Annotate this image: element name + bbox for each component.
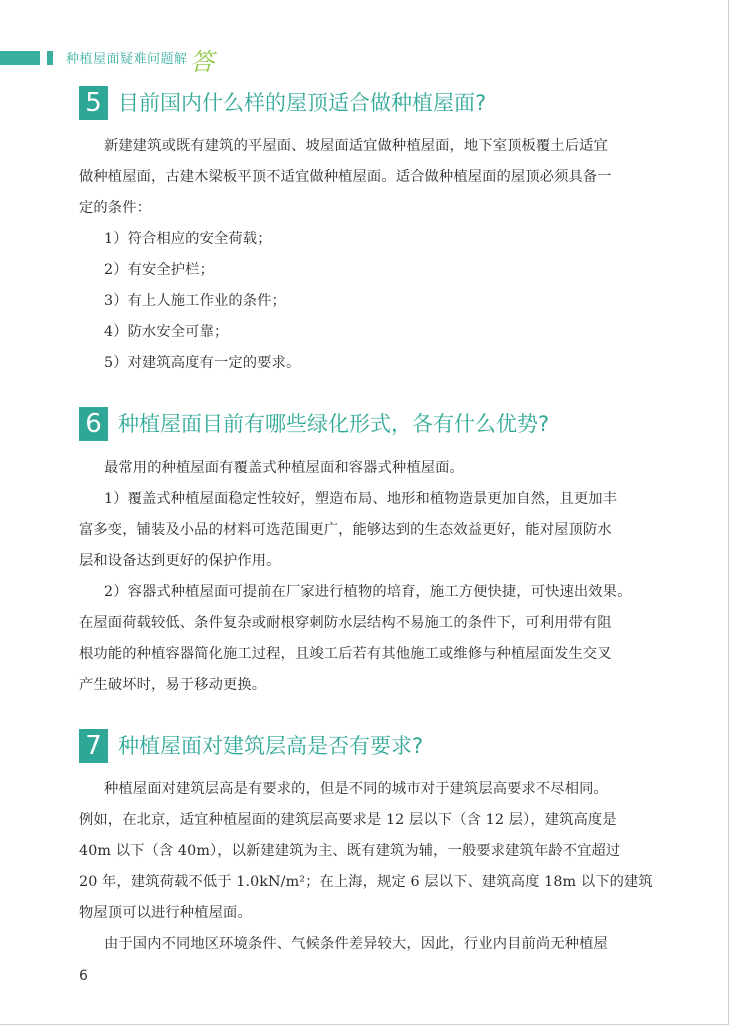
list-item: 1）符合相应的安全荷载； — [104, 231, 272, 247]
header-accent-bar — [0, 51, 40, 65]
header-accent-tick — [47, 51, 53, 65]
body-line: 定的条件： — [79, 200, 151, 216]
body-line: 种植屋面对建筑层高是有要求的，但是不同的城市对于建筑层高要求不尽相同。 — [104, 781, 608, 797]
body-line: 物屋顶可以进行种植屋面。 — [79, 905, 252, 921]
body-line: 产生破坏时，易于移动更换。 — [79, 677, 267, 693]
question-number-badge: 6 — [79, 407, 108, 441]
question-title: 种植屋面目前有哪些绿化形式，各有什么优势? — [118, 412, 550, 436]
body-line: 1）覆盖式种植屋面稳定性较好，塑造布局、地形和植物造景更加自然，且更加丰 — [104, 491, 618, 507]
body-line: 在屋面荷载较低、条件复杂或耐根穿刺防水层结构不易施工的条件下，可利用带有阻 — [79, 615, 612, 631]
body-line: 富多变，铺装及小品的材料可选范围更广，能够达到的生态效益更好，能对屋顶防水 — [79, 522, 612, 538]
list-item: 4）防水安全可靠； — [104, 324, 229, 340]
body-line: 层和设备达到更好的保护作用。 — [79, 553, 281, 569]
list-item: 2）有安全护栏； — [104, 262, 214, 278]
body-line: 40m 以下（含 40m），以新建建筑为主、既有建筑为辅，一般要求建筑年龄不宜超过 — [79, 843, 621, 859]
body-line: 由于国内不同地区环境条件、气候条件差异较大，因此，行业内目前尚无种植屋 — [104, 936, 608, 952]
question-number-badge: 5 — [79, 86, 108, 120]
body-line: 最常用的种植屋面有覆盖式种植屋面和容器式种植屋面。 — [104, 460, 464, 476]
running-header-title: 种植屋面疑难问题解 — [66, 52, 188, 67]
list-item: 5）对建筑高度有一定的要求。 — [104, 355, 301, 371]
question-number-badge: 7 — [79, 729, 108, 763]
body-line: 20 年，建筑荷载不低于 1.0kN/m²；在上海，规定 6 层以下、建筑高度 18m 以下的建筑 — [79, 874, 653, 890]
body-line: 例如，在北京，适宜种植屋面的建筑层高要求是 12 层以下（含 12 层），建筑高度是 — [79, 812, 617, 828]
page-number: 6 — [79, 968, 88, 984]
body-line: 做种植屋面，古建木梁板平顶不适宜做种植屋面。适合做种植屋面的屋顶必须具备一 — [79, 169, 612, 185]
running-header-glyph: 答 — [190, 48, 214, 76]
question-title: 目前国内什么样的屋顶适合做种植屋面? — [118, 91, 487, 115]
body-line: 2）容器式种植屋面可提前在厂家进行植物的培育，施工方便快捷，可快速出效果。 — [104, 584, 632, 600]
body-line: 新建建筑或既有建筑的平屋面、坡屋面适宜做种植屋面，地下室顶板覆土后适宜 — [104, 138, 608, 154]
question-title: 种植屋面对建筑层高是否有要求? — [118, 734, 424, 758]
body-line: 根功能的种植容器简化施工过程，且竣工后若有其他施工或维修与种植屋面发生交叉 — [79, 646, 612, 662]
list-item: 3）有上人施工作业的条件； — [104, 293, 286, 309]
